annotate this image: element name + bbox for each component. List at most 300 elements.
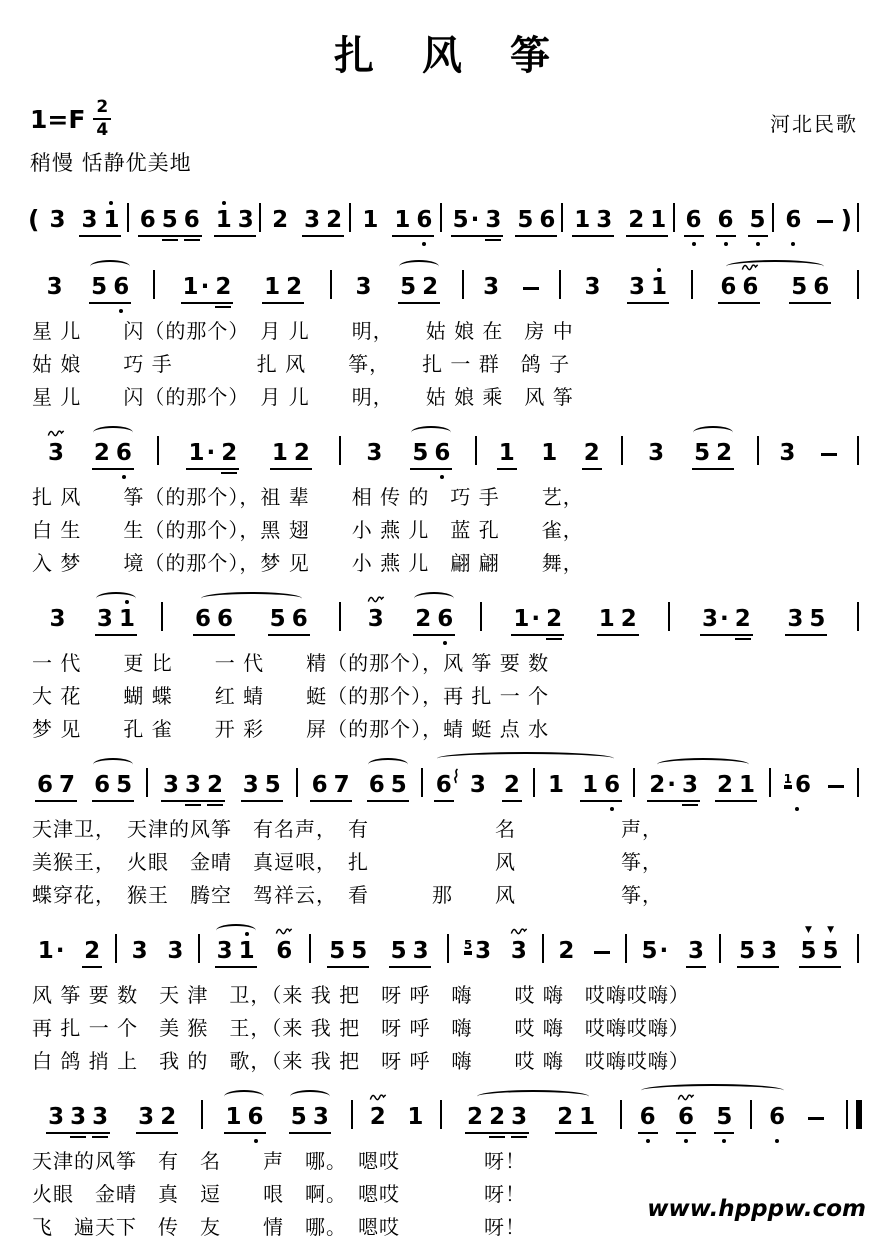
note — [261, 276, 283, 299]
eighth-beam — [502, 800, 522, 802]
note-digit: 6 — [539, 207, 556, 233]
slur-arc — [693, 426, 733, 439]
note — [679, 774, 701, 797]
note-digit: 3 — [510, 938, 527, 964]
note — [480, 276, 502, 299]
lyric-line: 入 梦 境（的那个），梦 见 小 燕 儿 翩 翩 舞， — [32, 551, 584, 575]
note — [367, 1106, 389, 1129]
note-group — [818, 453, 840, 465]
note — [245, 1106, 267, 1129]
note — [180, 276, 213, 299]
dash-line — [828, 785, 844, 788]
barline — [462, 270, 464, 299]
eighth-beam — [715, 800, 757, 802]
song-source: 河北民歌 — [770, 112, 858, 136]
eighth-beam — [627, 302, 669, 304]
dash-line — [594, 951, 610, 954]
barline — [157, 436, 159, 465]
eighth-beam — [268, 634, 310, 636]
note-digit: 5 — [641, 938, 658, 964]
note-group — [713, 1106, 735, 1129]
note-group — [646, 774, 701, 797]
note — [129, 940, 151, 963]
note — [213, 209, 235, 232]
lyric-line: 白 生 生（的那个），黑 翅 小 燕 儿 蓝 孔 雀， — [32, 518, 584, 542]
duration-dot: · — [659, 938, 669, 964]
close-paren: ) — [840, 205, 853, 234]
note-group — [805, 1117, 827, 1129]
accent-icon: ▼ — [805, 925, 812, 935]
barline — [533, 768, 535, 797]
barline — [673, 203, 675, 232]
eighth-beam — [367, 800, 409, 802]
note-group — [782, 209, 804, 232]
note-digit: 5 — [452, 207, 469, 233]
note-digit: 3 — [475, 938, 492, 964]
note-group — [825, 785, 847, 797]
barline — [198, 934, 200, 963]
note — [715, 209, 737, 232]
page-title: 扎 风 筝 — [334, 33, 554, 79]
note — [576, 1106, 598, 1129]
note — [410, 940, 432, 963]
measure — [151, 774, 292, 797]
note — [412, 608, 434, 631]
note-group — [496, 442, 518, 465]
note — [825, 785, 847, 797]
barline — [620, 1100, 622, 1129]
note-group — [637, 1106, 659, 1129]
eighth-beam — [515, 235, 557, 237]
mordent-icon — [510, 927, 527, 935]
note-digit: 6 — [139, 207, 156, 233]
barline — [201, 1100, 203, 1129]
eighth-beam — [310, 800, 352, 802]
note-digit: 2 — [293, 440, 310, 466]
note-digit: 6 — [437, 606, 454, 632]
measure — [166, 608, 336, 631]
note-group — [214, 940, 258, 963]
eighth-beam — [289, 1132, 331, 1134]
note-digit: 2 — [716, 440, 733, 466]
note-group — [461, 940, 494, 963]
note — [192, 608, 214, 631]
note-digit: 1 — [574, 207, 591, 233]
duration-dot: · — [667, 772, 676, 798]
note — [467, 774, 489, 797]
barline — [351, 1100, 353, 1129]
note — [223, 1106, 245, 1129]
note-group — [638, 940, 671, 963]
note-group — [46, 608, 68, 631]
octave-dot-low — [119, 309, 123, 313]
eighth-beam — [555, 1132, 597, 1134]
note-digit: 3 — [596, 207, 613, 233]
note-digit: 1 — [118, 606, 135, 632]
note-group — [326, 940, 370, 963]
eighth-beam — [181, 302, 234, 304]
lyric-line: 一 代 更 比 一 代 精（的那个），风 筝 要 数 — [32, 651, 550, 675]
note-digit: 6 — [813, 274, 830, 300]
note-digit: 3 — [48, 1104, 65, 1130]
note-group — [388, 940, 432, 963]
barline — [475, 436, 477, 465]
eighth-beam — [398, 302, 440, 304]
note — [204, 774, 226, 797]
note — [310, 1106, 332, 1129]
note-digit: 2 — [503, 772, 520, 798]
barline — [296, 768, 298, 797]
note-digit: 3 — [49, 606, 66, 632]
note — [67, 1106, 89, 1129]
sixteenth-beam — [489, 1136, 505, 1138]
eighth-beam — [684, 235, 704, 237]
eighth-beam — [580, 800, 622, 802]
note-digit: 3 — [237, 207, 254, 233]
eighth-beam — [799, 966, 841, 968]
barline — [330, 270, 332, 299]
note — [683, 209, 705, 232]
note — [283, 276, 305, 299]
note-group — [192, 608, 236, 631]
note — [637, 1106, 659, 1129]
note-digit: 2 — [557, 1104, 574, 1130]
eighth-beam — [161, 800, 225, 802]
notation-line — [26, 748, 862, 813]
mordent-icon — [47, 429, 64, 437]
sixteenth-beam — [221, 472, 237, 474]
note-group — [467, 774, 489, 797]
note-digit: 2 — [93, 440, 110, 466]
barline — [757, 436, 759, 465]
note-digit: 3 — [687, 938, 704, 964]
note — [91, 442, 113, 465]
note-group — [391, 209, 435, 232]
eighth-beam — [511, 634, 564, 636]
note — [554, 1106, 576, 1129]
note-digit: 6 — [416, 207, 433, 233]
barline — [857, 768, 859, 797]
note-digit: 2 — [628, 207, 645, 233]
eighth-beam — [138, 235, 202, 237]
note-group — [675, 1106, 697, 1129]
slur-arc — [93, 758, 133, 771]
note-group — [747, 209, 769, 232]
note — [89, 1106, 111, 1129]
note — [496, 442, 518, 465]
note — [747, 209, 769, 232]
sixteenth-beam — [546, 638, 562, 640]
note — [788, 276, 810, 299]
note — [235, 209, 257, 232]
notation-line — [26, 416, 862, 481]
note-group — [514, 209, 558, 232]
note — [135, 1106, 157, 1129]
note — [717, 276, 739, 299]
note-group — [766, 1106, 788, 1129]
barline — [625, 934, 627, 963]
octave-dot-low — [722, 1139, 726, 1143]
note-group — [160, 774, 226, 797]
grace-note: 5 — [463, 938, 473, 952]
note — [510, 608, 543, 631]
octave-dot-low — [122, 475, 126, 479]
measure — [26, 774, 143, 797]
note-group — [510, 608, 565, 631]
note-group — [213, 209, 257, 232]
note-group — [464, 1106, 530, 1129]
note-digit: 6 — [785, 207, 802, 233]
note-group — [581, 442, 603, 465]
note-group — [301, 209, 345, 232]
barline — [447, 934, 449, 963]
note-group — [715, 209, 737, 232]
eighth-beam — [389, 966, 431, 968]
note — [713, 1106, 735, 1129]
mordent-icon — [369, 1093, 386, 1101]
eighth-beam — [497, 468, 517, 470]
note-group — [691, 442, 735, 465]
eighth-beam — [302, 235, 344, 237]
eighth-beam — [582, 468, 602, 470]
note-group — [34, 774, 78, 797]
note-group — [714, 774, 758, 797]
note — [781, 774, 814, 797]
note — [159, 209, 181, 232]
note-digit: 1 — [37, 938, 54, 964]
note-group — [352, 276, 374, 299]
note — [433, 774, 455, 797]
eighth-beam — [737, 966, 779, 968]
note — [581, 442, 603, 465]
note — [34, 774, 56, 797]
note-group — [591, 951, 613, 963]
note-group — [501, 774, 523, 797]
slur-arc — [477, 1090, 589, 1103]
key-label: 1=F — [30, 104, 86, 134]
note-group — [538, 442, 560, 465]
eighth-beam — [716, 235, 736, 237]
note — [269, 442, 291, 465]
note-digit: 3 — [779, 440, 796, 466]
note-digit: 5 — [351, 938, 368, 964]
note-digit: 5 — [91, 274, 108, 300]
system — [26, 183, 862, 248]
octave-dot-low — [684, 1139, 688, 1143]
eighth-beam — [224, 1132, 266, 1134]
note — [323, 209, 345, 232]
eighth-beam — [392, 235, 434, 237]
octave-dot-low — [440, 475, 444, 479]
note-digit: 1 — [548, 772, 565, 798]
meta-row — [30, 99, 858, 139]
note-digit: 7 — [333, 772, 350, 798]
measure — [452, 940, 539, 963]
note — [164, 940, 186, 963]
octave-dot-low — [775, 1139, 779, 1143]
barline — [668, 602, 670, 631]
duration-dot: · — [206, 440, 216, 466]
eighth-beam — [136, 1132, 178, 1134]
octave-dot-low — [254, 1139, 258, 1143]
note — [419, 276, 441, 299]
note — [514, 209, 536, 232]
note-digit: 6 — [311, 772, 328, 798]
note-group — [683, 209, 705, 232]
barline — [542, 934, 544, 963]
note — [810, 276, 832, 299]
measure — [158, 276, 327, 299]
note-group — [784, 608, 828, 631]
slur-arc — [657, 758, 749, 771]
measure — [638, 774, 766, 797]
lyric-line: 再 扎 一 个 美 猴 王，（来 我 把 呀 呼 嗨 哎 嗨 哎嗨哎嗨） — [32, 1016, 690, 1040]
duration-dot: · — [200, 274, 210, 300]
note-digit: 3 — [184, 772, 201, 798]
note — [218, 442, 240, 465]
note-digit: 1 — [739, 772, 756, 798]
barline — [559, 270, 561, 299]
note-group — [625, 209, 669, 232]
note-digit: 1 — [264, 274, 281, 300]
note-group — [555, 940, 577, 963]
note-digit: 5 — [116, 772, 133, 798]
note — [638, 940, 671, 963]
notation-line — [26, 183, 862, 248]
sixteenth-beam — [70, 1136, 86, 1138]
note — [508, 940, 530, 963]
note-digit: 3 — [412, 938, 429, 964]
lyric-line: 梦 见 孔 雀 开 彩 屏（的那个），蜻 蜓 点 水 — [32, 717, 550, 741]
slide-down-icon — [452, 768, 460, 784]
note-group — [261, 276, 305, 299]
notation-line — [26, 1080, 862, 1145]
note-digit: 7 — [59, 772, 76, 798]
note — [645, 442, 667, 465]
duration-dot: · — [720, 606, 729, 632]
note — [365, 608, 387, 631]
system — [26, 250, 862, 414]
note-digit: 1 — [271, 440, 288, 466]
note-digit: 6 — [717, 207, 734, 233]
note — [601, 774, 623, 797]
measure — [356, 1106, 437, 1129]
note-group — [545, 774, 567, 797]
note — [110, 276, 132, 299]
measure — [344, 608, 476, 631]
eighth-beam — [35, 800, 77, 802]
note-digit: 5 — [800, 938, 817, 964]
eighth-beam — [789, 302, 831, 304]
measure — [314, 940, 444, 963]
octave-dot-low — [756, 242, 760, 246]
eighth-beam — [193, 634, 235, 636]
note-digit: 2 — [326, 207, 343, 233]
note-digit: 6 — [115, 440, 132, 466]
note-digit: 3 — [46, 274, 63, 300]
note — [450, 209, 483, 232]
note — [691, 442, 713, 465]
note — [409, 442, 431, 465]
note — [776, 442, 798, 465]
octave-dot-high — [109, 201, 113, 205]
measure — [696, 276, 854, 299]
note — [736, 940, 758, 963]
note — [501, 774, 523, 797]
eighth-beam — [327, 966, 369, 968]
note-group — [45, 442, 67, 465]
sixteenth-beam — [511, 1136, 527, 1138]
measure — [547, 940, 622, 963]
note — [413, 209, 435, 232]
note-group — [359, 209, 381, 232]
note-digit: 1 — [513, 606, 530, 632]
note-group — [273, 940, 295, 963]
slur-arc — [411, 426, 451, 439]
note — [56, 774, 78, 797]
note-digit: 6 — [720, 274, 737, 300]
note-digit: 6 — [368, 772, 385, 798]
note — [520, 287, 542, 299]
note — [486, 1106, 508, 1129]
sixteenth-beam — [92, 1136, 108, 1138]
note — [806, 608, 828, 631]
note-digit: 6 — [217, 606, 234, 632]
octave-dot-high — [222, 201, 226, 205]
note — [45, 442, 67, 465]
note-digit: 3 — [49, 207, 66, 233]
note-digit: 2 — [215, 274, 232, 300]
note — [137, 209, 159, 232]
note-digit: 1 — [579, 1104, 596, 1130]
eighth-beam — [89, 302, 131, 304]
barline — [309, 934, 311, 963]
note — [397, 276, 419, 299]
eighth-beam — [686, 966, 706, 968]
tempo-marking: 稍慢 恬静优美地 — [30, 151, 192, 175]
note-digit: 5 — [290, 1104, 307, 1130]
note — [625, 209, 647, 232]
measure — [445, 1106, 617, 1129]
note-digit: 2 — [546, 606, 563, 632]
barline — [480, 602, 482, 631]
note-group — [596, 608, 640, 631]
lyric-line: 扎 风 筝（的那个），祖 辈 相 传 的 巧 手 艺， — [32, 485, 584, 509]
note — [363, 442, 385, 465]
note-group — [269, 209, 291, 232]
note-group — [412, 608, 456, 631]
measure — [26, 276, 150, 299]
barline — [621, 436, 623, 465]
note-digit: 2 — [489, 1104, 506, 1130]
sixteenth-beam — [735, 638, 751, 640]
note-digit: 2 — [558, 938, 575, 964]
note — [579, 774, 601, 797]
note-digit: 2 — [221, 440, 238, 466]
slur-arc — [93, 426, 133, 439]
barline — [339, 436, 341, 465]
note-digit: 3 — [761, 938, 778, 964]
note-group — [269, 442, 313, 465]
time-signature — [93, 99, 111, 139]
note-digit: 3 — [304, 207, 321, 233]
note — [798, 925, 820, 964]
note-digit: 3 — [355, 274, 372, 300]
measure — [132, 209, 256, 232]
barline — [633, 768, 635, 797]
note — [593, 209, 615, 232]
accent-icon: ▼ — [827, 925, 834, 935]
